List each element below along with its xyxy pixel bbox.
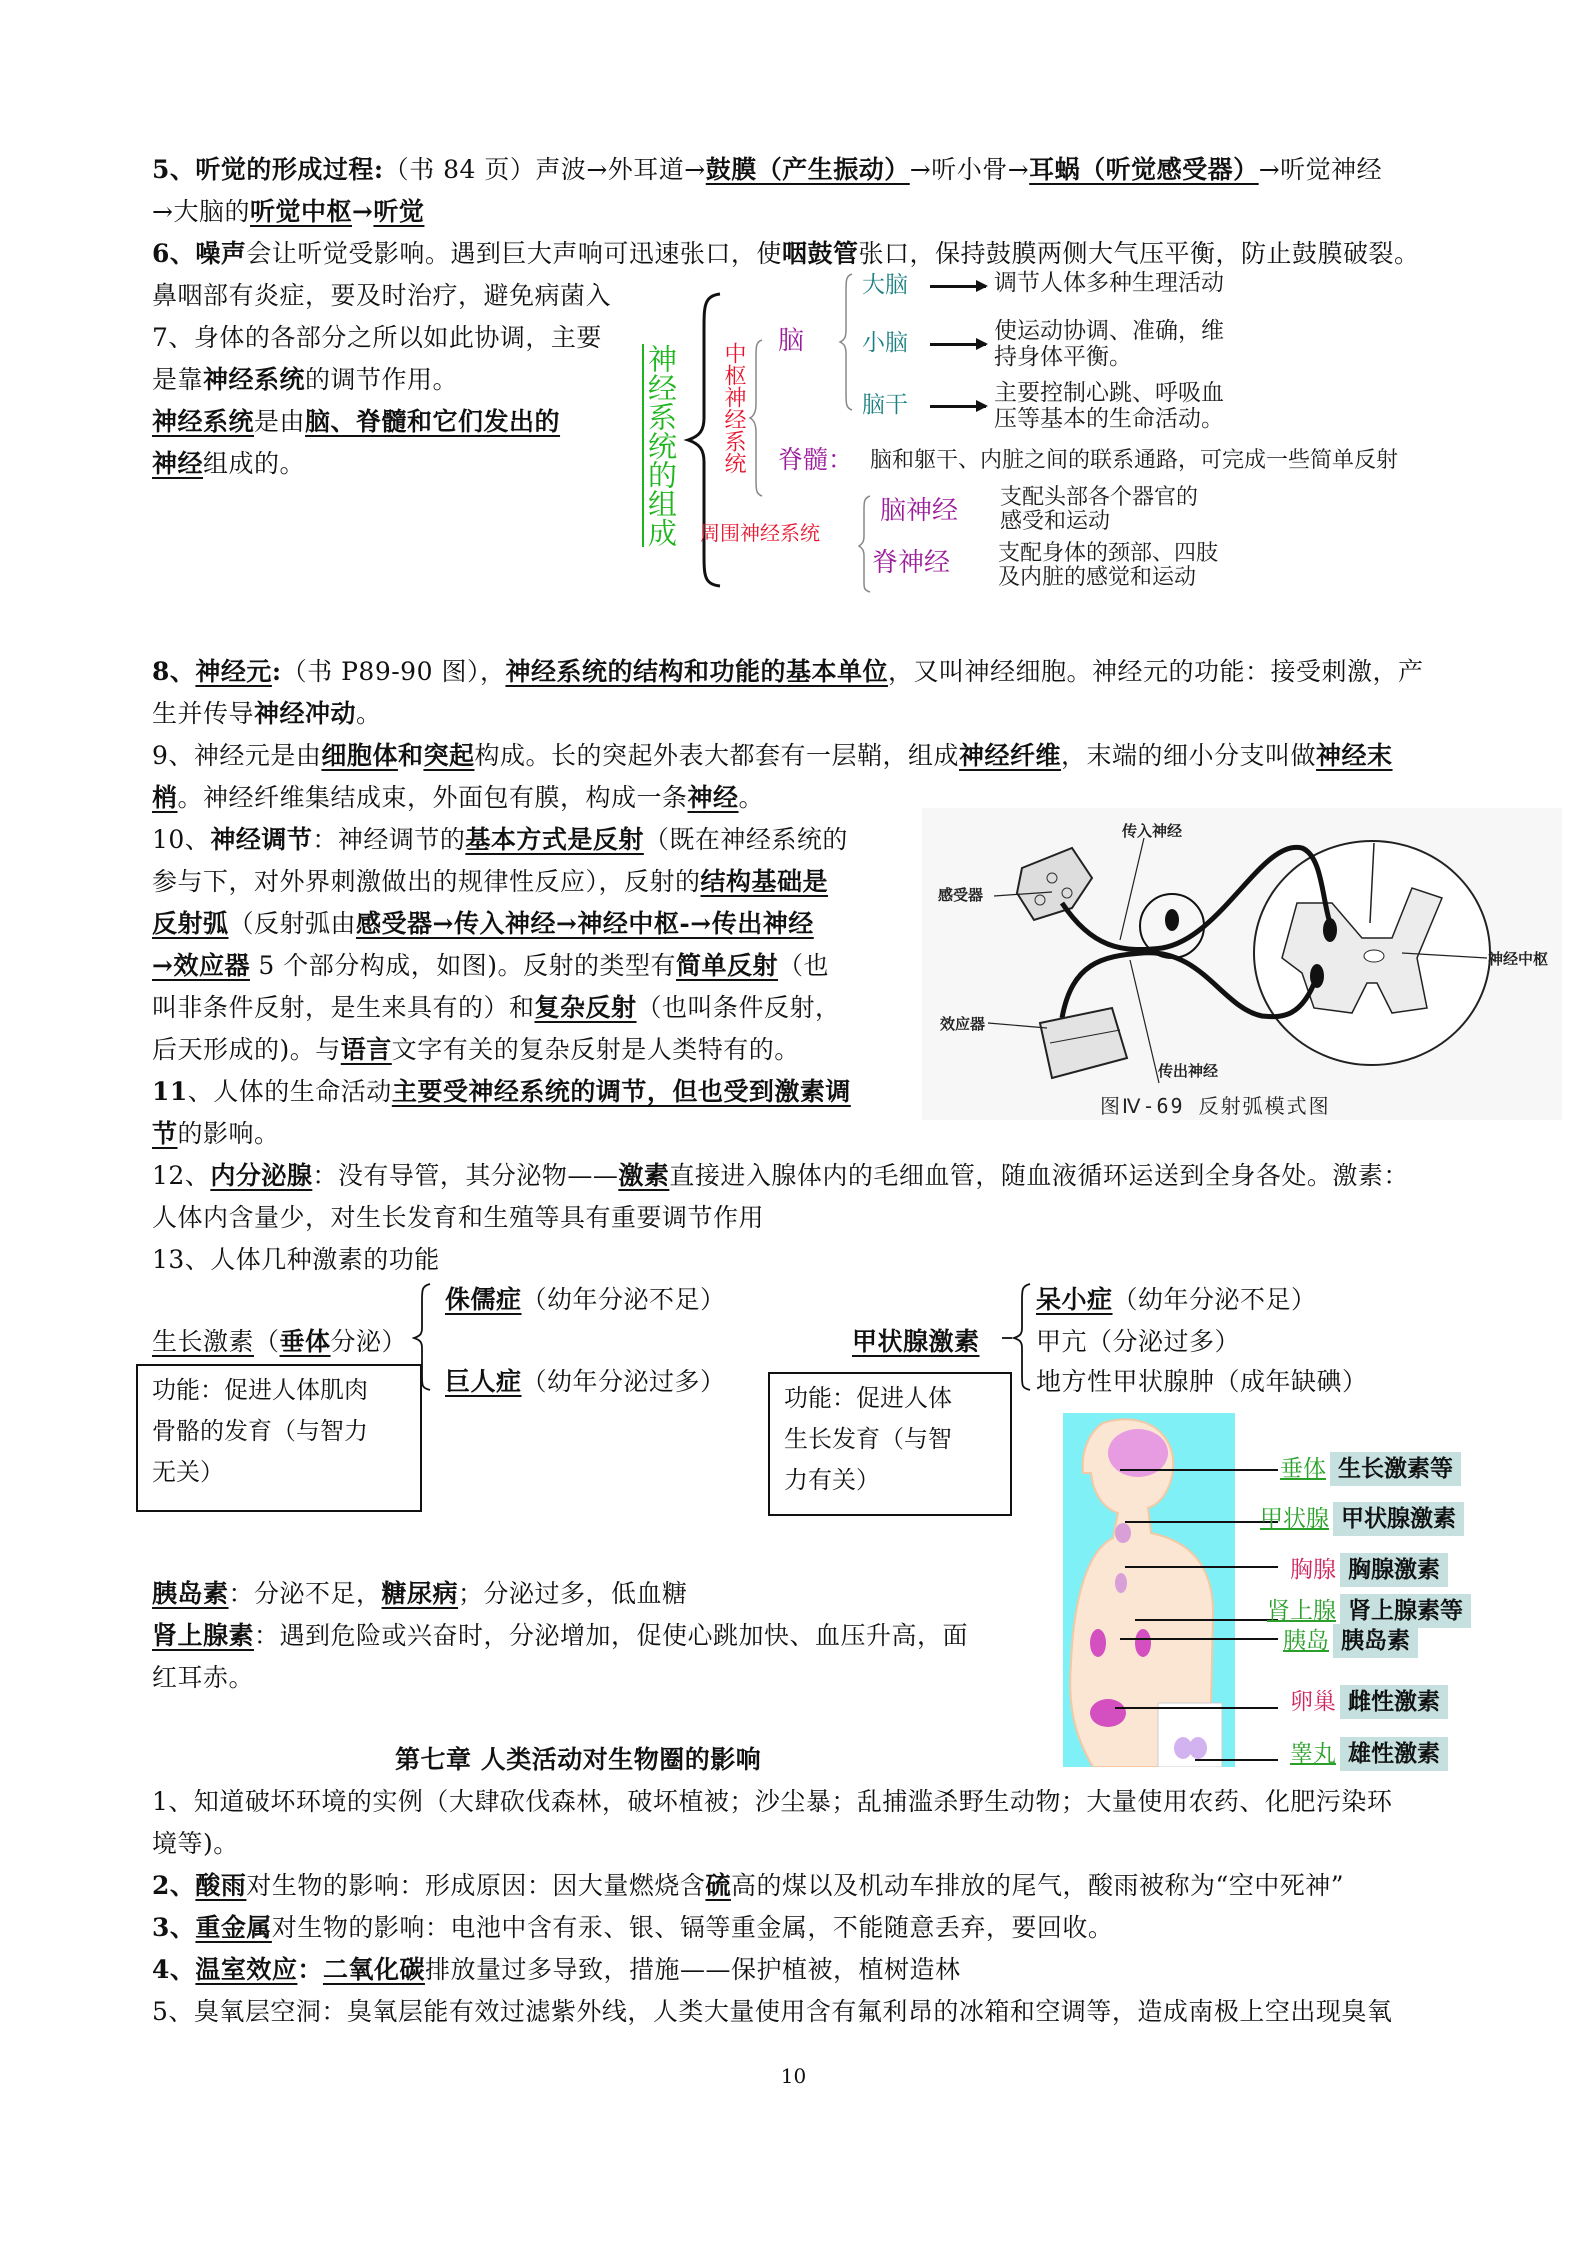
key-term: 硫 — [705, 1871, 731, 1900]
text: （也 — [778, 951, 830, 980]
thyroid-hormone-line — [852, 1322, 980, 1362]
reflex-arc-drawing — [922, 808, 1562, 1120]
gland-leader-line — [1120, 1638, 1278, 1640]
key-term: 神经系统的结构和功能的基本单位 — [505, 657, 888, 686]
text: → — [351, 197, 374, 226]
key-term: 简单反射 — [676, 951, 779, 980]
cns-label: 中枢神经系统 — [721, 342, 746, 474]
cranial-nerve-label: 脑神经 — [880, 496, 959, 526]
text: ：神经调节的 — [312, 825, 466, 854]
insulin-line — [152, 1574, 688, 1614]
cerebrum-label: 大脑 — [862, 272, 908, 298]
section-7-line-3 — [152, 402, 560, 442]
section-12-line-2: 人体内含量少，对生长发育和生殖等具有重要调节作用 — [152, 1203, 765, 1232]
text: 参与下，对外界刺激做出的规律性反应），反射的 — [152, 867, 701, 896]
chapter-7-item-1-line-2: 境等)。 — [152, 1829, 239, 1858]
text: （幼年分泌不足） — [521, 1285, 726, 1314]
function-text: 力有关） — [784, 1466, 880, 1494]
key-term: 神经末 — [1316, 741, 1393, 770]
text: ，末端的细小分支叫做 — [1061, 741, 1317, 770]
item-title: 听觉的形成过程: — [195, 155, 384, 184]
text: 是由 — [254, 407, 306, 436]
gland-label: 甲状腺 — [1260, 1506, 1329, 1532]
key-term: 垂体 — [279, 1327, 331, 1356]
text: 对生物的影响：电池中含有汞、银、镉等重金属，不能随意丢弃，要回收。 — [271, 1913, 1114, 1942]
diagram-title: 神经系统的组成 — [644, 344, 678, 547]
key-term: 重金属 — [195, 1913, 272, 1942]
gland-leader-line — [1125, 1521, 1278, 1523]
gland-label: 胰岛 — [1283, 1628, 1329, 1654]
key-term: 神经纤维 — [958, 741, 1061, 770]
key-term: 鼓膜（产生振动） — [705, 155, 910, 184]
key-term: 内分泌腺 — [210, 1161, 313, 1190]
key-term: 神经系统 — [203, 365, 306, 394]
key-term: →效应器 — [152, 951, 250, 980]
text: 。神经纤维集结成束，外面包有膜，构成一条 — [177, 783, 688, 812]
section-5-line-1 — [152, 150, 1382, 190]
item-number: 3、 — [152, 1913, 196, 1942]
key-term: 耳蜗（听觉感受器） — [1029, 155, 1259, 184]
spinal-cord-desc: 脑和躯干、内脏之间的联系通路，可完成一些简单反射 — [870, 448, 1399, 473]
nerve-center-label: 神经中枢 — [1488, 950, 1549, 968]
text: ，又叫神经细胞。神经元的功能：接受刺激，产 — [887, 657, 1424, 686]
brain-brace-icon — [838, 272, 858, 412]
key-term: 生长激素 — [152, 1327, 255, 1356]
text: 的调节作用。 — [305, 365, 459, 394]
spinal-nerve-desc-1: 支配身体的颈部、四肢 — [998, 541, 1219, 566]
pns-label: 周围神经系统 — [700, 521, 820, 545]
key-term: 甲状腺激素 — [852, 1327, 980, 1356]
function-text: 功能：促进人体 — [784, 1384, 952, 1412]
cerebellum-desc-1: 使运动协调、准确，维 — [994, 318, 1224, 344]
growth-hormone-line — [152, 1322, 407, 1362]
hormone-label: 胰岛素 — [1333, 1624, 1418, 1658]
text: 直接进入腺体内的毛细血管，随血液循环运送到全身各处。激素： — [669, 1161, 1409, 1190]
hormone-label: 生长激素等 — [1330, 1452, 1461, 1486]
section-13-title: 13、人体几种激素的功能 — [152, 1245, 440, 1274]
key-term: 基本方式是反射 — [465, 825, 644, 854]
text: （也叫条件反射， — [636, 993, 841, 1022]
gland-leader-line — [1120, 1469, 1278, 1471]
section-7-line-1: 7、身体的各部分之所以如此协调，主要 — [152, 323, 602, 352]
gland-label: 垂体 — [1280, 1456, 1326, 1482]
text: 排放量过多导致，措施——保护植被，植树造林 — [424, 1955, 961, 1984]
afferent-nerve-label: 传入神经 — [1122, 822, 1183, 840]
section-10-line-2 — [152, 862, 828, 902]
key-term: 复杂反射 — [534, 993, 637, 1022]
function-text: 功能：促进人体肌肉 — [152, 1376, 368, 1404]
spinal-nerve-label: 脊神经 — [872, 548, 951, 578]
key-term: 激素 — [618, 1161, 670, 1190]
text: →听小骨→ — [909, 155, 1030, 184]
section-7-line-4 — [152, 444, 305, 484]
text: 的影响。 — [177, 1119, 280, 1148]
gland-leader-line — [1115, 1707, 1278, 1709]
text: 文字有关的复杂反射是人类特有的。 — [391, 1035, 800, 1064]
text: 。 — [738, 783, 765, 812]
item-number: 5、 — [152, 155, 196, 184]
section-7-line-2 — [152, 360, 458, 400]
brainstem-label: 脑干 — [862, 392, 908, 418]
key-term: 神经元 — [195, 657, 272, 686]
text: 和 — [397, 741, 424, 770]
cerebrum-desc: 调节人体多种生理活动 — [994, 270, 1224, 296]
section-5-line-2 — [152, 192, 424, 232]
section-11-line-1 — [152, 1072, 851, 1112]
section-6-line-2: 鼻咽部有炎症，要及时治疗，避免病菌入 — [152, 281, 612, 310]
cerebellum-desc-2: 持身体平衡。 — [994, 344, 1132, 370]
chapter-7-title: 第七章 人类活动对生物圈的影响 — [395, 1745, 762, 1774]
key-term: 酸雨 — [195, 1871, 247, 1900]
chapter-7-item-5: 5、臭氧层空洞：臭氧层能有效过滤紫外线，人类大量使用含有氟利昂的冰箱和空调等，造成南极上空出现臭氧 — [152, 1997, 1393, 2026]
key-term: 细胞体 — [321, 741, 398, 770]
key-term: 神经 — [152, 449, 204, 478]
text: 构成。长的突起外表大都套有一层鞘，组成 — [474, 741, 959, 770]
section-8-line-2 — [152, 694, 382, 734]
gland-label: 睾丸 — [1290, 1741, 1336, 1767]
human-body-icon — [1063, 1413, 1235, 1767]
hormone-label: 肾上腺素等 — [1340, 1594, 1471, 1628]
key-term: 梢 — [152, 783, 178, 812]
chapter-7-item-3 — [152, 1908, 1113, 1948]
key-term: 糖尿病 — [381, 1579, 459, 1608]
key-term: 脑、脊髓和它们发出的 — [305, 407, 561, 436]
hormone-label: 雄性激素 — [1340, 1737, 1448, 1771]
dwarfism-line — [445, 1280, 726, 1320]
section-12-line-1 — [152, 1156, 1409, 1196]
effector-label: 效应器 — [940, 1015, 986, 1033]
item-number: 12、 — [152, 1161, 211, 1190]
text: 后天形成的)。与 — [152, 1035, 341, 1064]
section-10-line-1 — [152, 820, 848, 860]
text: 。 — [356, 699, 382, 728]
gland-leader-line — [1135, 1619, 1278, 1621]
brain-label: 脑 — [778, 326, 805, 356]
spinal-nerve-desc-2: 及内脏的感觉和运动 — [998, 565, 1197, 590]
text: 会让听觉受影响。遇到巨大声响可迅速张口，使 — [246, 239, 782, 268]
gland-label: 肾上腺 — [1267, 1598, 1336, 1624]
hormone-label: 甲状腺激素 — [1333, 1502, 1464, 1536]
text: 组成的。 — [203, 449, 306, 478]
pns-brace-icon — [858, 494, 874, 594]
receptor-label: 感受器 — [938, 886, 984, 904]
page-number: 10 — [780, 2064, 807, 2088]
text: 是靠 — [152, 365, 204, 394]
section-8-line-1 — [152, 652, 1423, 692]
growth-function-box — [136, 1364, 422, 1512]
text: ： — [297, 1955, 323, 1984]
section-11-line-2 — [152, 1114, 280, 1154]
text: 高的煤以及机动车排放的尾气，酸雨被称为“空中死神” — [730, 1871, 1345, 1900]
text: 10、 — [152, 825, 211, 854]
key-term: 主要受神经系统的调节，但也受到激素调 — [391, 1077, 851, 1106]
section-10-line-3 — [152, 904, 814, 944]
cranial-nerve-desc-1: 支配头部各个器官的 — [1000, 485, 1199, 510]
key-term: 二氧化碳 — [322, 1955, 425, 1984]
text: （幼年分泌过多） — [521, 1367, 726, 1396]
item-number: 11 — [152, 1077, 188, 1106]
text: （既在神经系统的 — [643, 825, 848, 854]
brainstem-desc-2: 压等基本的生命活动。 — [994, 406, 1224, 432]
key-term: 神经冲动 — [254, 699, 357, 728]
chapter-7-item-1: 1、知道破坏环境的实例（大肆砍伐森林，破坏植被；沙尘暴；乱捕滥杀野生动物；大量使用农药、化肥污染环 — [152, 1787, 1393, 1816]
text: 、人体的生命活动 — [187, 1077, 392, 1106]
hormone-label: 胸腺激素 — [1340, 1553, 1448, 1587]
key-term: 呆小症 — [1036, 1285, 1113, 1314]
text: : — [271, 657, 282, 686]
key-term: 巨人症 — [445, 1367, 522, 1396]
key-term: 侏儒症 — [445, 1285, 522, 1314]
key-term: 结构基础是 — [700, 867, 829, 896]
text: 对生物的影响：形成原因：因大量燃烧含 — [246, 1871, 706, 1900]
text: ：分泌不足， — [228, 1579, 382, 1608]
item-number: 4、 — [152, 1955, 196, 1984]
arrow-icon — [930, 405, 986, 408]
gland-label: 卵巢 — [1290, 1689, 1336, 1715]
goiter-line — [1036, 1362, 1368, 1402]
item-number: 8、 — [152, 657, 196, 686]
effector-icon — [1040, 1008, 1127, 1078]
receptor-icon — [1017, 848, 1092, 920]
section-9-line-2 — [152, 778, 764, 818]
arrow-icon — [930, 285, 986, 288]
text: （反射弧由 — [228, 909, 357, 938]
text: 张口，保持鼓膜两侧大气压平衡，防止鼓膜破裂。 — [858, 239, 1420, 268]
key-term: 语言 — [340, 1035, 392, 1064]
text: 地方性甲状腺肿 — [1036, 1367, 1215, 1396]
efferent-nerve-label: 传出神经 — [1158, 1062, 1219, 1080]
text: ；分泌过多，低血糖 — [458, 1579, 688, 1608]
section-10-line-6 — [152, 1030, 800, 1070]
text: 分泌） — [330, 1327, 408, 1356]
chapter-7-item-2 — [152, 1866, 1344, 1906]
gland-leader-line — [1195, 1759, 1278, 1761]
text: （书 P89-90 图）， — [281, 657, 506, 686]
key-term: 温室效应 — [195, 1955, 298, 1984]
text: ：遇到危险或兴奋时，分泌增加，促使心跳加快、血压升高，面 — [254, 1621, 969, 1650]
key-term: 肾上腺素 — [152, 1621, 255, 1650]
key-term: 感受器→传入神经→神经中枢-→传出神经 — [356, 909, 814, 938]
text: ：没有导管，其分泌物—— — [312, 1161, 619, 1190]
key-term: 噪声 — [195, 239, 247, 268]
text: （成年缺碘） — [1214, 1367, 1368, 1396]
text: （书 84 页）声波→外耳道→ — [383, 155, 706, 184]
reflex-figure-caption: 图Ⅳ-69 反射弧模式图 — [1100, 1094, 1331, 1118]
item-number: 6、 — [152, 239, 196, 268]
brainstem-desc-1: 主要控制心跳、呼吸血 — [994, 380, 1224, 406]
section-9-line-1 — [152, 736, 1393, 776]
key-term: 听觉 — [373, 197, 425, 226]
section-10-line-5 — [152, 988, 841, 1028]
gland-leader-line — [1125, 1566, 1278, 1568]
key-term: 反射弧 — [152, 909, 229, 938]
key-term: 神经系统 — [152, 407, 255, 436]
key-term: 突起 — [423, 741, 475, 770]
cerebellum-label: 小脑 — [862, 330, 908, 356]
key-term: 咽鼓管 — [781, 239, 859, 268]
key-term: 胰岛素 — [152, 1579, 229, 1608]
text: （ — [254, 1327, 280, 1356]
text: （分泌过多） — [1087, 1327, 1241, 1356]
item-number: 2、 — [152, 1871, 196, 1900]
cns-brace-icon — [748, 338, 768, 498]
text: →大脑的 — [152, 197, 250, 226]
adrenaline-line-2: 红耳赤。 — [152, 1663, 255, 1692]
text: 5 个部分构成，如图)。反射的类型有 — [249, 951, 677, 980]
gland-label: 胸腺 — [1290, 1557, 1336, 1583]
text: 9、神经元是由 — [152, 741, 322, 770]
hormone-label: 雌性激素 — [1340, 1685, 1448, 1719]
cranial-nerve-desc-2: 感受和运动 — [1000, 509, 1111, 534]
cretinism-line — [1036, 1280, 1317, 1320]
key-term: 听觉中枢 — [249, 197, 352, 226]
key-term: 神经调节 — [210, 825, 313, 854]
text: 叫非条件反射，是生来具有的）和 — [152, 993, 535, 1022]
function-text: 骨骼的发育（与智力 — [152, 1417, 368, 1445]
spinal-cord-icon — [1254, 841, 1490, 1065]
text: （幼年分泌不足） — [1112, 1285, 1317, 1314]
thyroid-function-box — [768, 1372, 1012, 1516]
key-term: 神经 — [687, 783, 739, 812]
text: 甲亢 — [1036, 1327, 1088, 1356]
adrenaline-line — [152, 1616, 968, 1656]
body-illustration-background — [1063, 1413, 1235, 1767]
section-10-line-4 — [152, 946, 829, 986]
spinal-cord-label: 脊髓： — [778, 445, 854, 474]
text: 生并传导 — [152, 699, 255, 728]
section-6-line-1 — [152, 234, 1419, 274]
function-text: 无关） — [152, 1458, 224, 1486]
text: →听觉神经 — [1258, 155, 1383, 184]
reflex-arc-figure — [922, 808, 1562, 1120]
gigantism-line — [445, 1362, 726, 1402]
key-term: 节 — [152, 1119, 178, 1148]
chapter-7-item-4 — [152, 1950, 960, 1990]
hyperthyroidism-line — [1036, 1322, 1240, 1362]
arrow-icon — [930, 343, 986, 346]
function-text: 生长发育（与智 — [784, 1425, 952, 1453]
